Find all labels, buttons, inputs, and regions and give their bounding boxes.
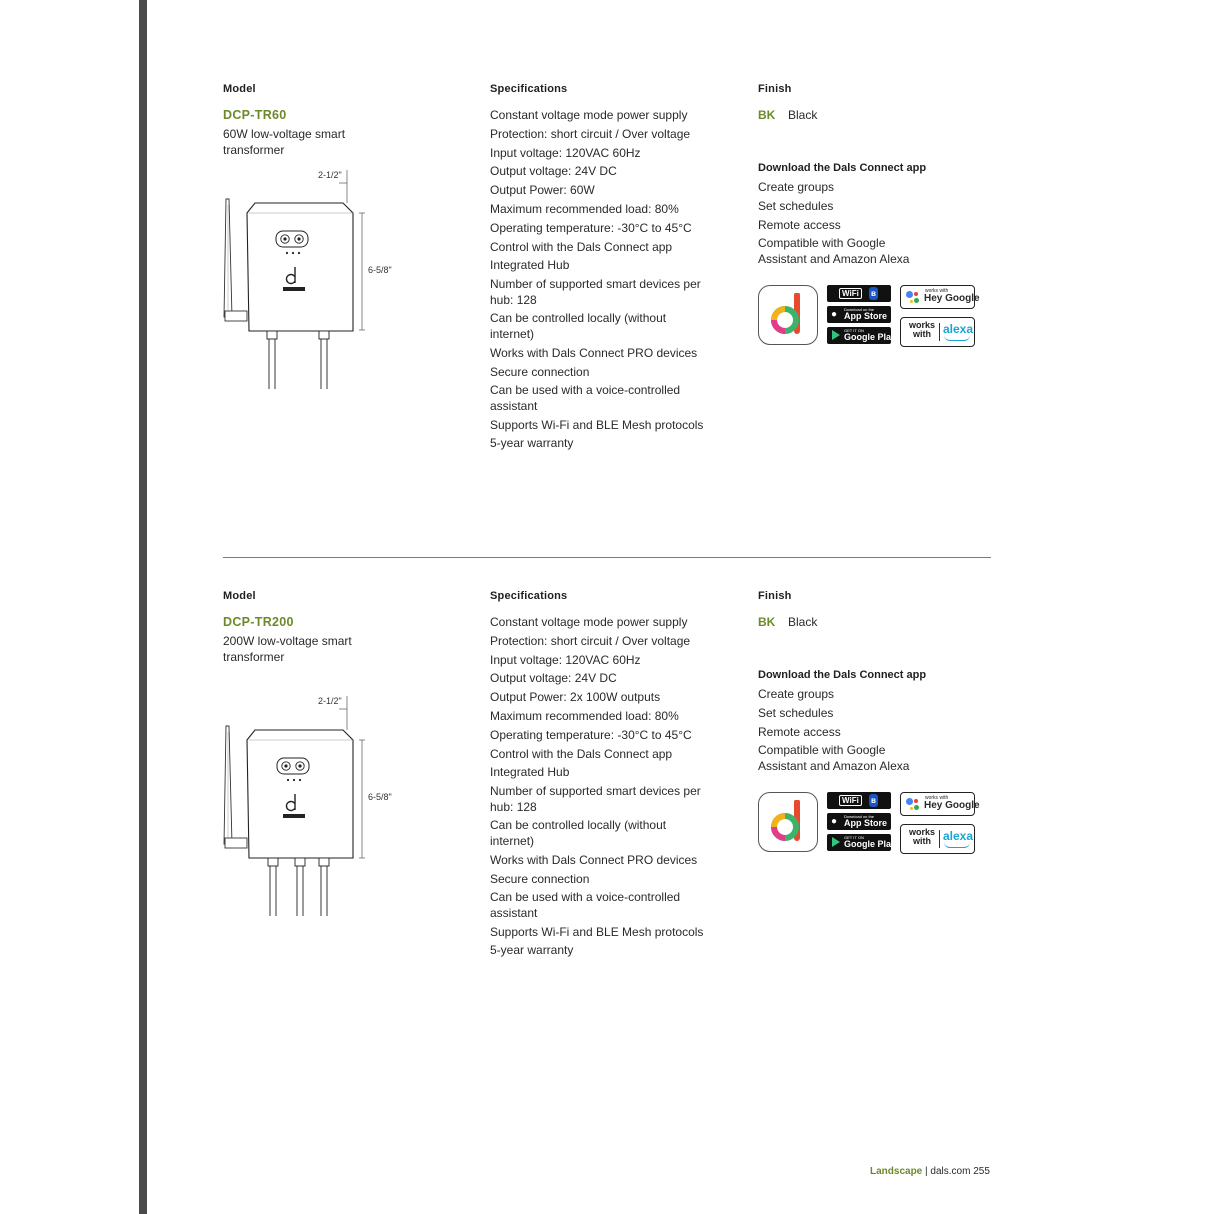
google-play-icon [832, 330, 840, 340]
finish-column [758, 83, 988, 355]
model-column [223, 83, 373, 158]
spec-item: Operating temperature: -30°C to 45°C [490, 727, 692, 742]
model-description: 60W low-voltage smart transformer [223, 127, 346, 157]
app-feature-item: Compatible with Google Assistant and Amazon Alexa [758, 743, 910, 773]
apple-icon: ● [831, 816, 838, 828]
dals-connect-app-icon[interactable] [758, 285, 818, 345]
hey-google-label: Hey Google [924, 800, 980, 812]
spec-item: Can be controlled locally (without internet) [490, 311, 667, 341]
works-with-alexa-badge [900, 824, 975, 854]
bluetooth-icon: ʙ [869, 794, 878, 807]
product-drawing [215, 690, 415, 920]
depth-dimension-label: 2-1/2" [318, 170, 342, 180]
alexa-smile-icon [944, 335, 970, 341]
depth-dimension-label: 2-1/2" [318, 696, 342, 706]
app-store-label: App Store [844, 311, 888, 322]
spec-list [490, 108, 710, 452]
specifications-heading: Specifications [490, 590, 568, 602]
spec-item: 5-year warranty [490, 436, 574, 451]
spec-item: Works with Dals Connect PRO devices [490, 852, 698, 867]
app-feature-item: Remote access [758, 724, 841, 739]
height-dimension-label: 6-5/8" [368, 792, 392, 802]
spec-item: Maximum recommended load: 80% [490, 201, 679, 216]
finish-label: Black [788, 108, 818, 122]
works-with-hey-google-badge [900, 285, 980, 309]
hey-google-small-text: works with [925, 795, 949, 802]
model-heading: Model [223, 590, 256, 602]
hey-google-label: Hey Google [924, 293, 980, 305]
app-download-heading: Download the Dals Connect app [758, 669, 927, 681]
spec-item: Secure connection [490, 364, 590, 379]
app-feature-item: Create groups [758, 687, 835, 701]
app-feature-item: Set schedules [758, 198, 834, 213]
wifi-icon: WiFi [839, 288, 862, 299]
app-feature-list [758, 687, 988, 774]
app-feature-item: Compatible with Google Assistant and Amazon Alexa [758, 236, 910, 266]
app-feature-item: Set schedules [758, 705, 834, 720]
works-with-hey-google-badge [900, 792, 980, 816]
google-play-small-text: GET IT ON [844, 835, 864, 841]
page-number: 255 [973, 1166, 990, 1177]
spec-item: Constant voltage mode power supply [490, 108, 688, 122]
model-code: DCP-TR200 [223, 615, 294, 629]
model-code: DCP-TR60 [223, 108, 287, 122]
spec-list [490, 615, 710, 959]
spec-item: Control with the Dals Connect app [490, 239, 673, 254]
app-store-small-text: Download on the [844, 814, 875, 820]
google-play-badge[interactable] [827, 834, 897, 851]
app-feature-list [758, 180, 988, 267]
finish-option [758, 615, 988, 629]
spec-item: Output Power: 2x 100W outputs [490, 690, 661, 705]
spec-item: Supports Wi-Fi and BLE Mesh protocols [490, 417, 704, 432]
spec-item: Operating temperature: -30°C to 45°C [490, 220, 692, 235]
spec-item: Input voltage: 120VAC 60Hz [490, 145, 641, 160]
footer-section-name: Landscape [870, 1166, 923, 1177]
page-sidebar-bar [139, 0, 147, 1214]
google-play-label: Google Play [844, 332, 897, 343]
specifications-column [490, 590, 710, 962]
finish-heading: Finish [758, 590, 792, 602]
alexa-smile-icon [944, 842, 970, 848]
alexa-works-with-text: works with [908, 827, 935, 847]
app-download-heading: Download the Dals Connect app [758, 162, 927, 174]
spec-item: Output voltage: 24V DC [490, 164, 617, 179]
spec-item: Can be controlled locally (without internet) [490, 818, 667, 848]
spec-item: Constant voltage mode power supply [490, 615, 688, 629]
app-store-label: App Store [844, 818, 888, 829]
spec-item: Protection: short circuit / Over voltage [490, 126, 691, 141]
finish-column [758, 590, 988, 862]
works-with-alexa-badge [900, 317, 975, 347]
spec-item: Integrated Hub [490, 765, 570, 780]
alexa-label: alexa [943, 829, 974, 844]
spec-item: Output Power: 60W [490, 183, 595, 198]
wifi-bluetooth-badge [827, 792, 891, 809]
dals-connect-app-icon[interactable] [758, 792, 818, 852]
spec-item: Integrated Hub [490, 258, 570, 273]
spec-item: Protection: short circuit / Over voltage [490, 633, 691, 648]
app-store-badge[interactable] [827, 306, 891, 323]
footer-site[interactable]: dals.com [930, 1166, 971, 1177]
spec-item: Secure connection [490, 871, 590, 886]
wifi-icon: WiFi [839, 795, 862, 806]
bluetooth-icon: ʙ [869, 287, 878, 300]
app-badges [758, 285, 988, 355]
finish-option [758, 108, 988, 122]
section-divider [223, 557, 991, 558]
apple-icon: ● [831, 309, 838, 321]
model-column [223, 590, 373, 665]
google-play-badge[interactable] [827, 327, 897, 344]
finish-code: BK [758, 615, 776, 629]
spec-item: Output voltage: 24V DC [490, 671, 617, 686]
model-heading: Model [223, 83, 256, 95]
google-play-icon [832, 837, 840, 847]
spec-item: Can be used with a voice-controlled assistant [490, 383, 681, 413]
specifications-column [490, 83, 710, 455]
app-store-badge[interactable] [827, 813, 891, 830]
alexa-works-with-text: works with [908, 320, 935, 340]
spec-item: Maximum recommended load: 80% [490, 708, 679, 723]
spec-item: Supports Wi-Fi and BLE Mesh protocols [490, 924, 704, 939]
finish-heading: Finish [758, 83, 792, 95]
model-description: 200W low-voltage smart transformer [223, 634, 352, 664]
spec-item: Input voltage: 120VAC 60Hz [490, 652, 641, 667]
app-feature-item: Remote access [758, 217, 841, 232]
specifications-heading: Specifications [490, 83, 568, 95]
product-drawing [215, 165, 415, 395]
google-play-small-text: GET IT ON [844, 328, 864, 334]
spec-item: Number of supported smart devices per hub: 128 [490, 784, 701, 814]
spec-item: Works with Dals Connect PRO devices [490, 345, 698, 360]
wifi-bluetooth-badge [827, 285, 891, 302]
spec-item: 5-year warranty [490, 943, 574, 958]
app-feature-item: Create groups [758, 180, 835, 194]
hey-google-small-text: works with [925, 288, 949, 295]
app-badges [758, 792, 988, 862]
finish-label: Black [788, 615, 818, 629]
spec-item: Can be used with a voice-controlled assistant [490, 890, 681, 920]
app-store-small-text: Download on the [844, 307, 875, 313]
spec-item: Control with the Dals Connect app [490, 746, 673, 761]
spec-item: Number of supported smart devices per hub: 128 [490, 277, 701, 307]
google-play-label: Google Play [844, 839, 897, 850]
finish-code: BK [758, 108, 776, 122]
alexa-label: alexa [943, 322, 974, 337]
height-dimension-label: 6-5/8" [368, 265, 392, 275]
page-footer [870, 1166, 990, 1177]
footer-separator: | [925, 1166, 928, 1177]
